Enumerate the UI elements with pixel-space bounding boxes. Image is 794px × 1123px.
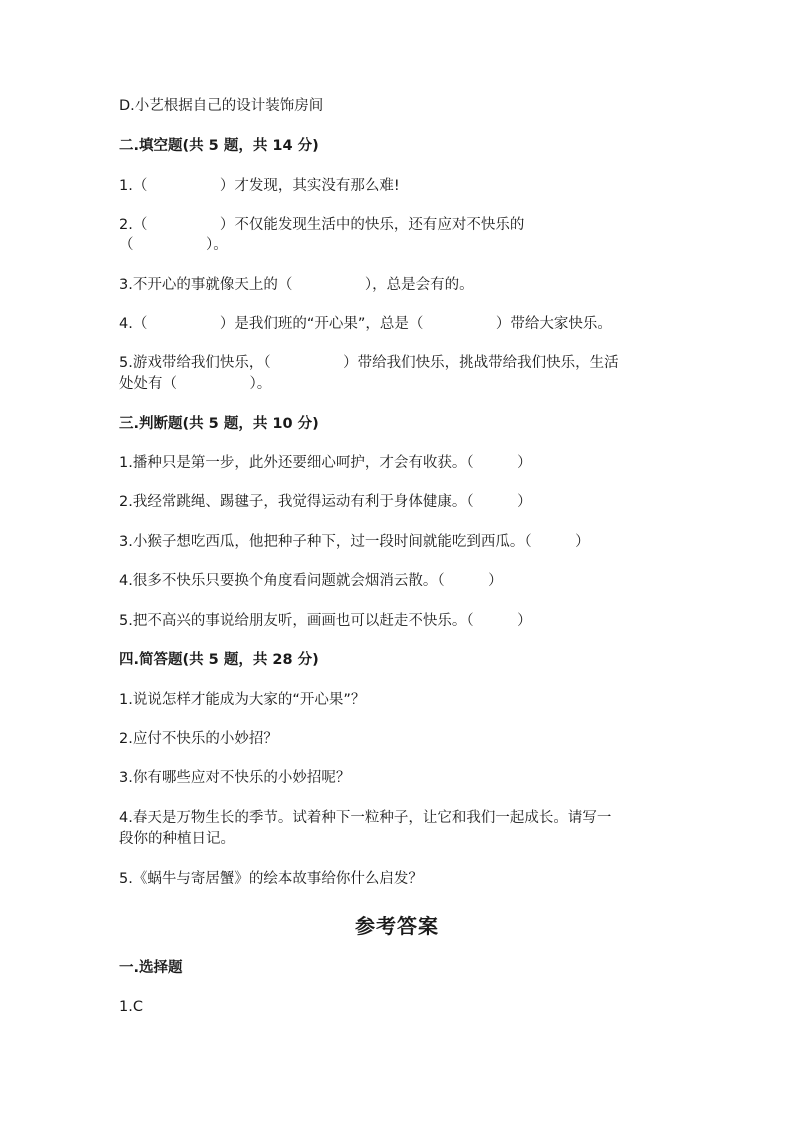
judge-q3: 3.小猴子想吃西瓜，他把种子种下，过一段时间就能吃到西瓜。（ ） xyxy=(119,534,590,550)
fill-blank-q3: 3.不开心的事就像天上的（ ），总是会有的。 xyxy=(119,277,474,293)
short-answer-q4-line2: 段你的种植日记。 xyxy=(119,831,235,847)
answers-title: 参考答案 xyxy=(355,914,439,938)
fill-blank-heading: 二.填空题(共 5 题，共 14 分) xyxy=(119,138,319,154)
fill-blank-q2-line1: 2.（ ）不仅能发现生活中的快乐，还有应对不快乐的 xyxy=(119,217,525,233)
judge-q2: 2.我经常跳绳、踢毽子，我觉得运动有利于身体健康。（ ） xyxy=(119,494,532,510)
choice-option-d: D.小艺根据自己的设计装饰房间 xyxy=(119,98,324,114)
judge-heading: 三.判断题(共 5 题，共 10 分) xyxy=(119,416,319,432)
short-answer-q4-line1: 4.春天是万物生长的季节。试着种下一粒种子，让它和我们一起成长。请写一 xyxy=(119,810,612,826)
fill-blank-q2-line2: （ ）。 xyxy=(119,237,228,253)
judge-q5: 5.把不高兴的事说给朋友听，画画也可以赶走不快乐。（ ） xyxy=(119,613,532,629)
fill-blank-q1: 1.（ ）才发现，其实没有那么难! xyxy=(119,178,400,194)
fill-blank-q5-line1: 5.游戏带给我们快乐，（ ）带给我们快乐，挑战带给我们快乐，生活 xyxy=(119,355,619,371)
short-answer-q1: 1.说说怎样才能成为大家的“开心果”？ xyxy=(119,692,366,708)
judge-q4: 4.很多不快乐只要换个角度看问题就会烟消云散。（ ） xyxy=(119,573,503,589)
short-answer-heading: 四.简答题(共 5 题，共 28 分) xyxy=(119,652,319,668)
short-answer-q3: 3.你有哪些应对不快乐的小妙招呢？ xyxy=(119,770,351,786)
answer-1: 1.C xyxy=(119,999,143,1015)
fill-blank-q4: 4.（ ）是我们班的“开心果”，总是（ ）带给大家快乐。 xyxy=(119,316,612,332)
short-answer-q5: 5.《蜗牛与寄居蟹》的绘本故事给你什么启发？ xyxy=(119,871,423,887)
fill-blank-q5-line2: 处处有（ ）。 xyxy=(119,376,272,392)
answers-choice-heading: 一.选择题 xyxy=(119,960,183,976)
judge-q1: 1.播种只是第一步，此外还要细心呵护，才会有收获。（ ） xyxy=(119,455,532,471)
short-answer-q2: 2.应付不快乐的小妙招？ xyxy=(119,731,278,747)
